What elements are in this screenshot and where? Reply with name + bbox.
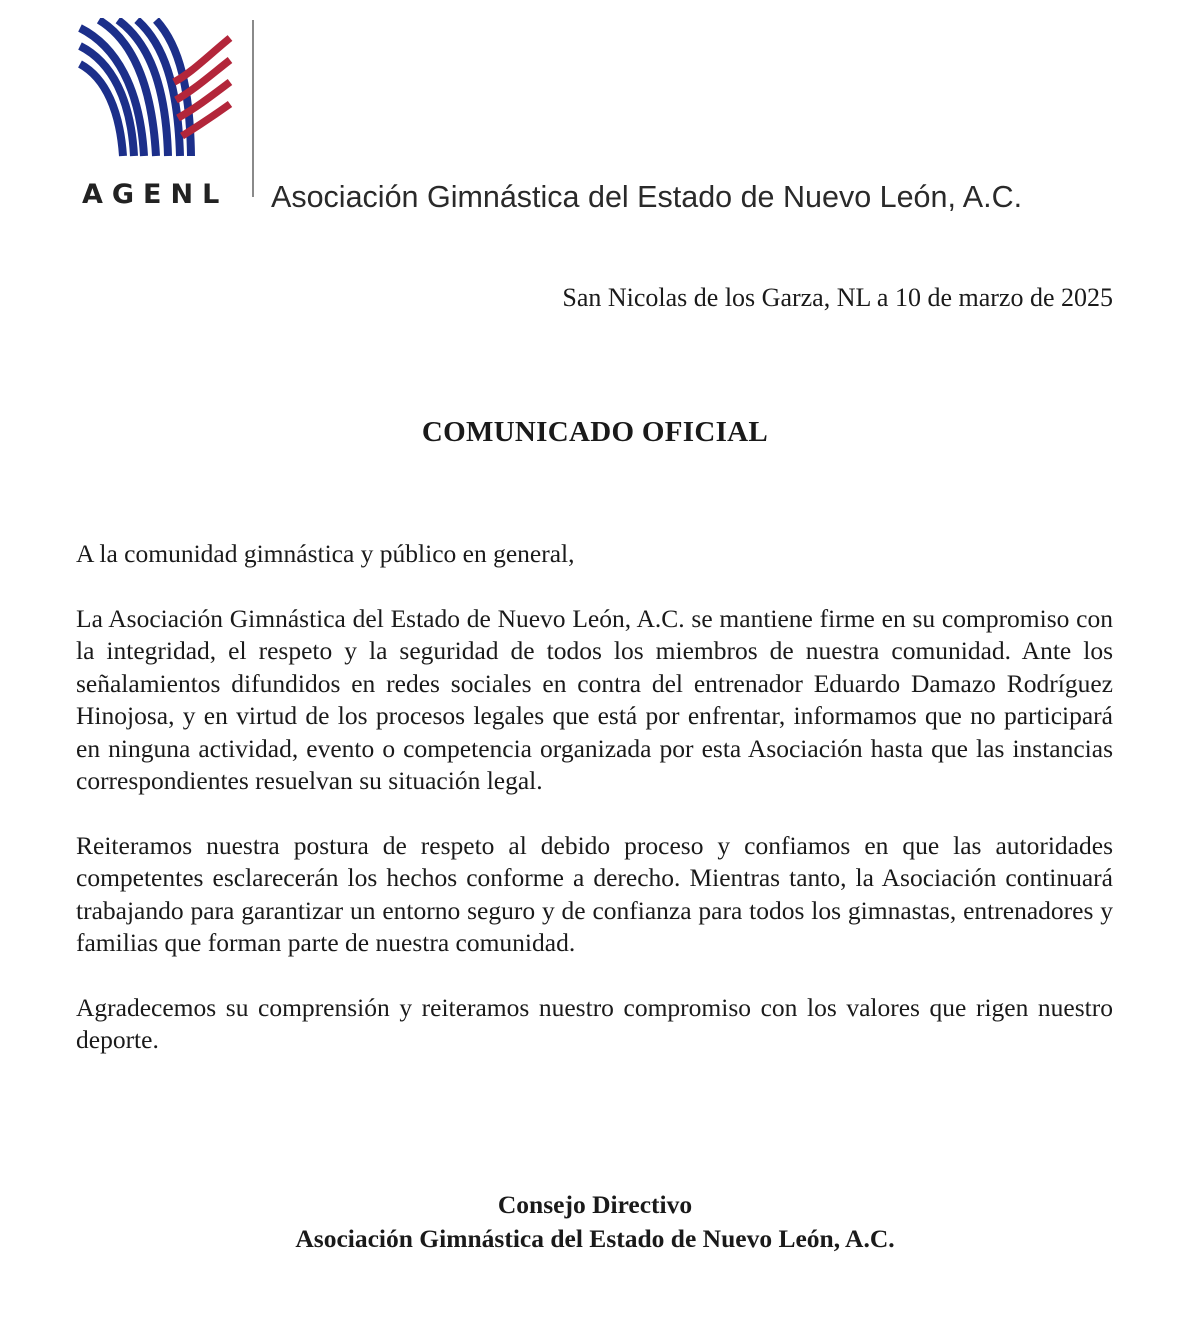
date-line: San Nicolas de los Garza, NL a 10 de marzo de 2025 — [562, 283, 1113, 312]
signature-line-2: Asociación Gimnástica del Estado de Nuevo León, A.C. — [295, 1224, 895, 1253]
signature-line-1: Consejo Directivo — [497, 1190, 693, 1219]
greeting: A la comunidad gimnástica y público en general, — [76, 539, 575, 568]
logo-acronym: AGENL — [82, 179, 229, 210]
paragraph-3: Agradecemos su comprensión y reiteramos nuestro compromiso con los valores que rigen nuestro deporte. — [76, 992, 1113, 1054]
paragraph-1: La Asociación Gimnástica del Estado de Nuevo León, A.C. se mantiene firme en su compromiso con la integridad, el respeto y la seguridad de todos los miembros de nuestra comunidad. Ante los señalamientos difundidos en redes sociales en contra del entrenador Eduardo Damazo Rodríguez Hinojosa, y en virtud de los procesos legales que está por enfrentar, informamos que no participará en ninguna actividad, evento o competencia organizada por esta Asociación hasta que las instancias correspondientes resuelvan su situación legal. — [76, 603, 1113, 795]
organization-name: Asociación Gimnástica del Estado de Nuevo León, A.C. — [271, 180, 1023, 214]
letterhead — [78, 18, 1138, 214]
letter-body — [76, 538, 1113, 1057]
agenl-logo-icon — [78, 18, 233, 158]
header-divider — [252, 20, 254, 197]
paragraph-2: Reiteramos nuestra postura de respeto al debido proceso y confiamos en que las autoridades competentes esclarecerán los hechos conforme a derecho. Mientras tanto, la Asociación continuará trabajando para garantizar un entorno seguro y de confianza para todos los gimnastas, entrenadores y familias que forman parte de nuestra comunidad. — [76, 830, 1113, 957]
document-title: COMUNICADO OFICIAL — [421, 416, 769, 449]
signature-block — [0, 1188, 1190, 1256]
